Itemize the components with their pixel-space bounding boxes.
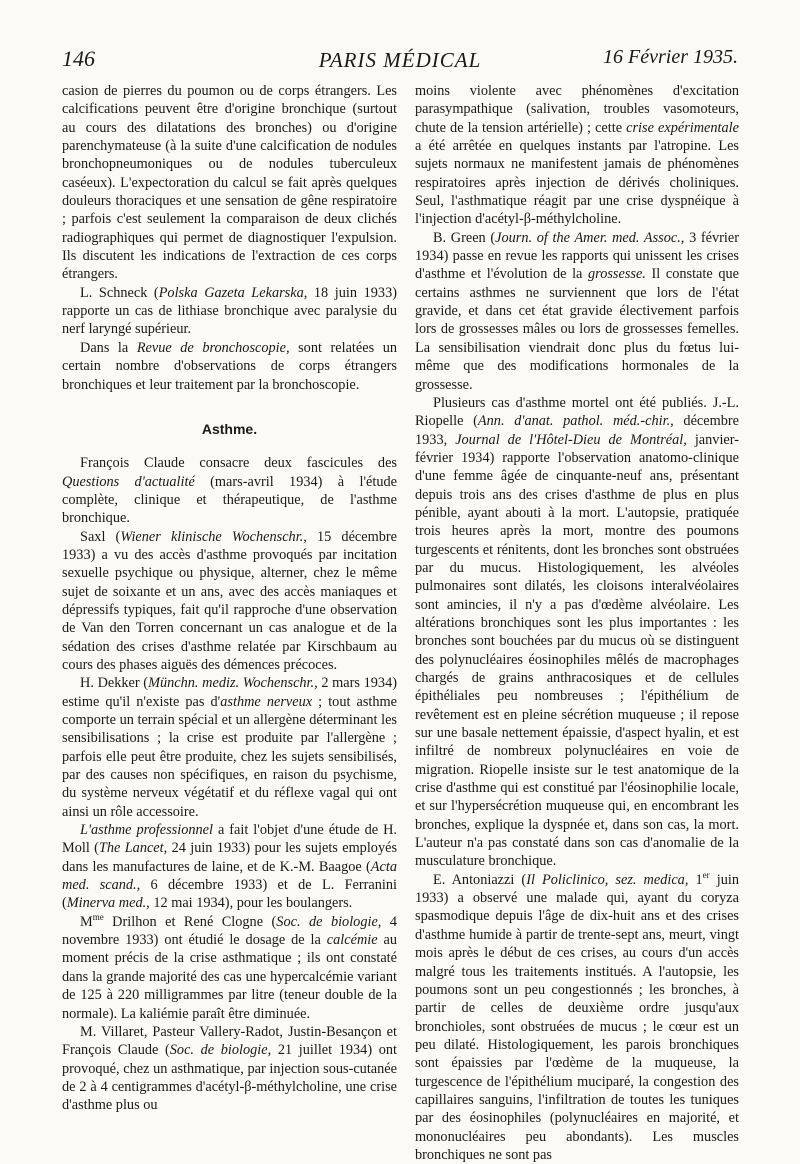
paragraph: E. Antoniazzi (Il Policlinico, sez. medica, 1er juin 1933) a observé une malade qui, ayant du coryza spasmodique depuis l'âge de dix-huit ans et des crises d'asthme humide à partir de trente-sept ans, meurt, vingt mois après le début de ces crises, au cours d'un accès malgré tous les traitements institués. A l'autopsie, les poumons sont un peu congestionnés ; les bronches, à partir de celles de deuxième ordre jusqu'aux bronchioles, sont obstruées de mucus ; le cœur est un peu dilaté. Histologiquement, les parois bronchiques sont épaissies par l'œdème de la muqueuse, la turgescence de l'épithélium muciparé, la congestion des capillaires sanguins, l'infiltration de toutes les tuniques par des éosinophiles (polynucléaires en majorité, et mononucléaires peu abondants). Les muscles bronchiques ne sont pas: [415, 870, 739, 1163]
running-header: [62, 46, 738, 78]
paragraph: Plusieurs cas d'asthme mortel ont été publiés. J.-L. Riopelle (Ann. d'anat. pathol. méd.-chir., décembre 1933, Journal de l'Hôtel-Dieu de Montréal, janvier-février 1934) rapporte l'observation anatomo-clinique d'une femme âgée de cinquante-neuf ans, présentant depuis trois ans des crises d'asthme de plus en plus pénible, ayant abouti à la mort. L'autopsie, pratiquée trois heures après la mort, montre des poumons turgescents et rénitents, dont les bronches sont obstruées par du mucus. Histologiquement, les alvéoles pulmonaires sont dilatés, les cloisons interalvéolaires sont amincies, il n'y a pas d'œdème alvéolaire. Les altérations bronchiques sont les plus importantes : les bronches sont bouchées par du mucus où se distinguent des polynucléaires éosinophiles mêlés de macrophages chargés de grains anthracosiques et de cellules épithéliales peu nombreuses ; l'épithélium de revêtement est en pleine sécrétion muqueuse ; il repose sur une basale nettement épaissie, d'aspect hyalin, et est infiltré de nombreux polynucléaires en voie de migration. Riopelle insiste sur le test anatomique de la crise d'asthme qui est constitué par l'éosinophilie locale, et sur l'hypersécrétion muqueuse qui, en encombrant les bronches, explique la dyspnée et, dans son cas, la mort. L'auteur n'a pas constaté dans son cas d'anomalie de la musculature bronchique.: [415, 394, 740, 870]
paragraph: L'asthme professionnel a fait l'objet d'une étude de H. Moll (The Lancet, 24 juin 1933) pour les sujets employés dans les manufactures de laine, et de K.-M. Baagoe (Acta med. scand., 6 décembre 1933) et de L. Ferranini (Minerva med., 12 mai 1934), pour les boulangers.: [62, 822, 398, 912]
paragraph: H. Dekker (Münchn. mediz. Wochenschr., 2 mars 1934) estime qu'il n'existe pas d'asthme nerveux ; tout asthme comporte un terrain spécial et un allergène déterminant les sensibilisations ; la crise est produite par l'allergène ; parfois elle peut être produite, chez les sujets sensibilisés, par des causes non spécifiques, en raison du psychisme, du système nerveux végétatif et du réflexe vagal qui ont ainsi un rôle accessoire.: [62, 675, 398, 820]
paragraph: moins violente avec phénomènes d'excitation parasympathique (salivation, troubles vasomoteurs, chute de la tension artérielle) ; cette crise expérimentale a été arrêtée en quelques instants par l'atropine. Les sujets normaux ne manifestent jamais de phénomènes respiratoires après injection de dérivés choliniques. Seul, l'asthmatique réagit par une crise dyspnéique à l'injection d'acétyl-β-méthylcholine.: [415, 83, 739, 228]
paragraph: $M^{me}$ Drilhon et René Clogne (Soc. de biologie, 4 novembre 1933) ont étudié le dosage de la calcémie au moment précis de la crise asthmatique ; ils ont constaté dans la grande majorité des cas une hypercalcémie variant de 125 à 220 milligrammes par litre (teneur double de la normale). La kaliémie paraît être diminuée.: [62, 912, 397, 1022]
paragraph: M. Villaret, Pasteur Vallery-Radot, Justin-Besançon et François Claude (Soc. de biologie, 21 juillet 1934) ont provoqué, chez un asthmatique, par injection sous-cutanée de 2 à 4 centigrammes d'acétyl-β-méthylcholine, une crise d'asthme plus ou: [62, 1023, 397, 1114]
paragraph: casion de pierres du poumon ou de corps étrangers. Les calcifications peuvent être d'origine bronchique (surtout au cours des dilatations des bronches) ou d'origine parenchymateuse (à la suite d'une calcification de nodules bronchopneumoniques ou de nodules tuberculeux caséeux). L'expectoration du calcul se fait après quelques douleurs thoraciques et une sensation de gêne respiratoire ; parfois c'est seulement la comparaison de deux clichés radiographiques qui permet de diagnostiquer l'expulsion. Ils discutent les indications de l'extraction de ces corps étrangers.: [62, 83, 397, 283]
section-title: Asthme.: [201, 420, 258, 437]
paragraph: François Claude consacre deux fascicules des Questions d'actualité (mars-avril 1934) à l'étude complète, clinique et thérapeutique, de l'asthme bronchique.: [62, 455, 397, 527]
left-column: [62, 82, 397, 1115]
paragraph: B. Green (Journ. of the Amer. med. Assoc., 3 février 1934) passe en revue les rapports qui unissent les crises d'asthme et l'évolution de la grossesse. Il constate que certains asthmes ne surviennent que lors de l'état gravide, et dans cet état gravide électivement parfois lors de grossesses mâles ou lors de grossesses femelles. La sensibilisation viendrait donc plus du fœtus lui-même que des modifications hormonales de la grossesse.: [415, 229, 739, 393]
issue-date: 16 Février 1935.: [603, 46, 738, 68]
page-number: 146: [62, 46, 95, 71]
paragraph: Saxl (Wiener klinische Wochenschr., 15 décembre 1933) a vu des accès d'asthme provoqués par incitation sexuelle psychique ou physique, alterner, chez le même sujet de soixante et un ans, avec des accès maniaques et dépressifs typiques, fait qu'il rapproche d'une observation de Van den Torren concernant un cas analogue et de la sédation des crises d'asthme relatée par Kirschbaum au cours des phases aiguës des démences précoces.: [62, 528, 397, 673]
journal-title: PARIS MÉDICAL: [318, 48, 482, 72]
paragraph: L. Schneck (Polska Gazeta Lekarska, 18 juin 1933) rapporte un cas de lithiase bronchique avec paralysie du nerf laryngé supérieur.: [62, 284, 397, 338]
paragraph: Dans la Revue de bronchoscopie, sont relatées un certain nombre d'observations de corps étrangers bronchiques et leur traitement par la bronchoscopie.: [62, 339, 397, 393]
right-column: [415, 82, 739, 1164]
